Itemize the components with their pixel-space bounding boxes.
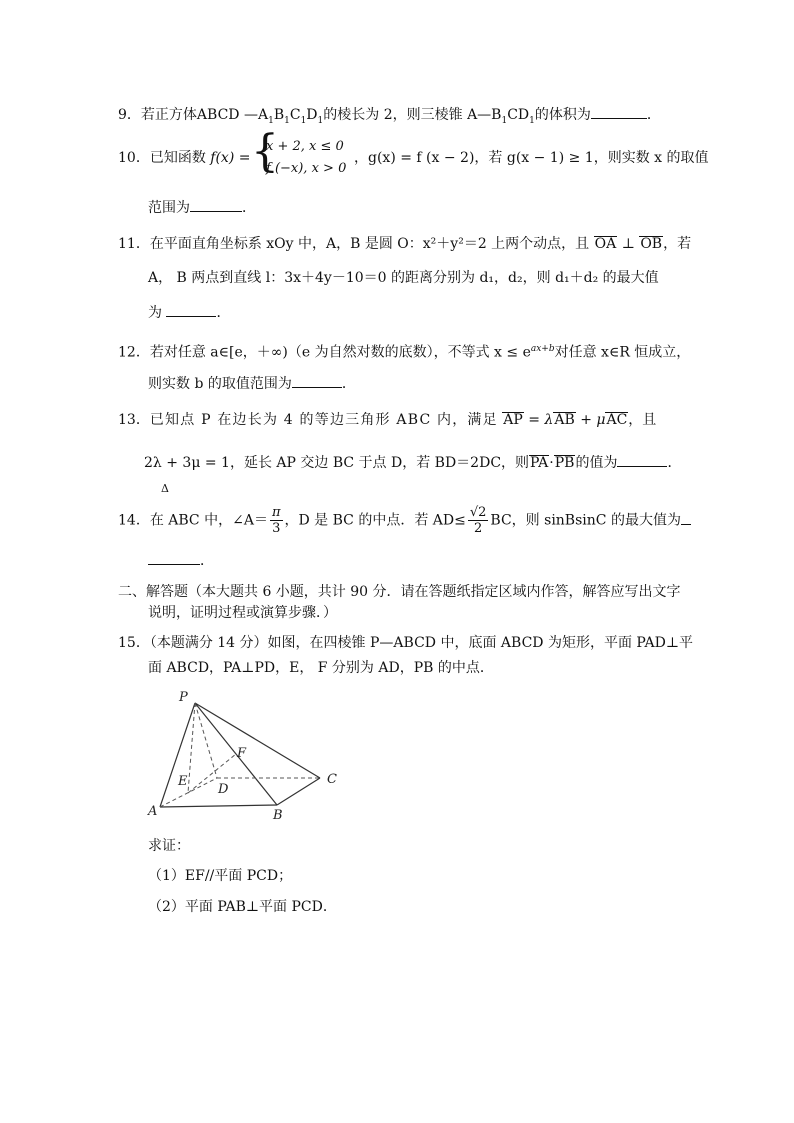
question-12-line-2: 则实数 b 的取值范围为 ．: [148, 373, 356, 394]
question-14-line-2: ．: [148, 550, 214, 571]
piecewise-brace: {: [251, 126, 279, 177]
edge-bc: [277, 778, 320, 805]
answer-blank[interactable]: [190, 197, 242, 212]
label-d: D: [218, 782, 229, 797]
piecewise-case-1: x + 2, x ≤ 0: [266, 139, 344, 154]
exponent: ax+b: [530, 344, 555, 354]
question-10: 10．已知函数 f(x) =: [118, 150, 251, 166]
prove-heading: 求证：: [148, 838, 190, 854]
vector-pb: PB: [554, 455, 575, 471]
vector-ap: AP: [503, 412, 523, 428]
answer-blank[interactable]: [148, 550, 200, 565]
vector-pa: PA: [530, 455, 549, 471]
question-11-number: 11．: [118, 236, 150, 252]
answer-blank[interactable]: [681, 510, 691, 525]
question-9-number: 9．: [118, 107, 141, 123]
prove-item-2: （2）平面 PAB⊥平面 PCD．: [148, 899, 337, 915]
vector-ac: AC: [606, 412, 628, 428]
section-2-heading: 二、解答题（本大题共 6 小题，共计 90 分．请在答题纸指定区域内作答，解答应写出文字: [118, 584, 681, 600]
label-c: C: [327, 772, 337, 787]
question-9: 9．若正方体ABCD $—A_1B_1C_1D_1$的棱长为 2，则三棱锥 $A—B_1CD_1$的体积为 ．: [118, 104, 661, 131]
answer-blank[interactable]: [166, 302, 216, 317]
prove-item-1: （1）EF//平面 PCD；: [148, 868, 293, 884]
hidden-segment-pe: [188, 703, 195, 793]
question-10-rest: ，g(x) = f (x − 2)，若 g(x − 1) ≥ 1，则实数 x 的取值: [354, 150, 709, 166]
question-15-line-2: 面 ABCD，PA⊥PD，E， F 分别为 AD，PB 的中点．: [148, 660, 494, 676]
question-13: 13．已知点 P 在边长为 4 的等边三角形 ABC 内，满足 AP = λAB + μAC，且: [118, 412, 657, 428]
fraction-sqrt2-over-2: $\frac{√2}{2}$: [469, 505, 487, 536]
label-b: B: [273, 808, 283, 823]
label-a: A: [148, 804, 158, 819]
vector-ab: AB: [554, 412, 575, 428]
edge-pb: [195, 703, 277, 805]
edge-ab: [160, 805, 277, 807]
question-10-number: 10．: [118, 150, 150, 166]
answer-blank[interactable]: [591, 104, 647, 119]
fraction-pi-over-3: $\frac{\pi}{3}$: [271, 505, 281, 536]
question-13-number: 13．: [118, 412, 150, 428]
piecewise-case-2: f (−x), x > 0: [266, 161, 347, 176]
vector-oa: OA: [594, 236, 617, 252]
answer-blank[interactable]: [292, 373, 342, 388]
question-12-number: 12．: [118, 344, 150, 361]
question-11: 11．在平面直角坐标系 xOy 中，A，B 是圆 O：x²＋y²＝2 上两个动点，且 OA ⊥ OB，若: [118, 236, 692, 252]
triangle-symbol: Δ: [161, 482, 169, 495]
answer-blank[interactable]: [617, 452, 667, 467]
label-p: P: [179, 690, 188, 705]
section-2-heading-line-2: 说明，证明过程或演算步骤．）: [148, 605, 337, 621]
question-15: 15．（本题满分 14 分）如图，在四棱锥 P—ABCD 中，底面 ABCD 为矩形，平面 PAD⊥平: [118, 635, 694, 651]
question-15-number: 15．: [118, 635, 150, 651]
question-11-line-3: 为 ．: [148, 302, 230, 323]
label-f: F: [237, 746, 247, 761]
question-12: 12．若对任意 a∈[e，＋∞)（e 为自然对数的底数），不等式 $x \le e^{ax+b}$对任意 x∈R 恒成立，: [118, 344, 691, 361]
question-14-number: 14．: [118, 512, 150, 529]
question-14: 14．在 ABC 中，∠A＝ $\frac{\pi}{3}$ ，D 是 BC 的中点．若 AD≤ $\frac{√2}{2}$ BC，则 sinBsinC 的最大值为: [118, 505, 691, 536]
function-f: f(x) =: [210, 150, 251, 166]
question-11-line-2: A， B 两点到直线 l：3x＋4y－10＝0 的距离分别为 d₁，d₂，则 d₁＋d₂ 的最大值: [148, 270, 659, 286]
pyramid-figure: [145, 685, 345, 825]
label-e: E: [178, 774, 188, 789]
vector-ob: OB: [640, 236, 663, 252]
question-10-line-2: 范围为 ．: [148, 197, 256, 218]
question-13-line-2: 2λ + 3μ = 1，延长 AP 交边 BC 于点 D，若 BD＝2DC，则PA·PB的值为 ．: [144, 452, 681, 473]
